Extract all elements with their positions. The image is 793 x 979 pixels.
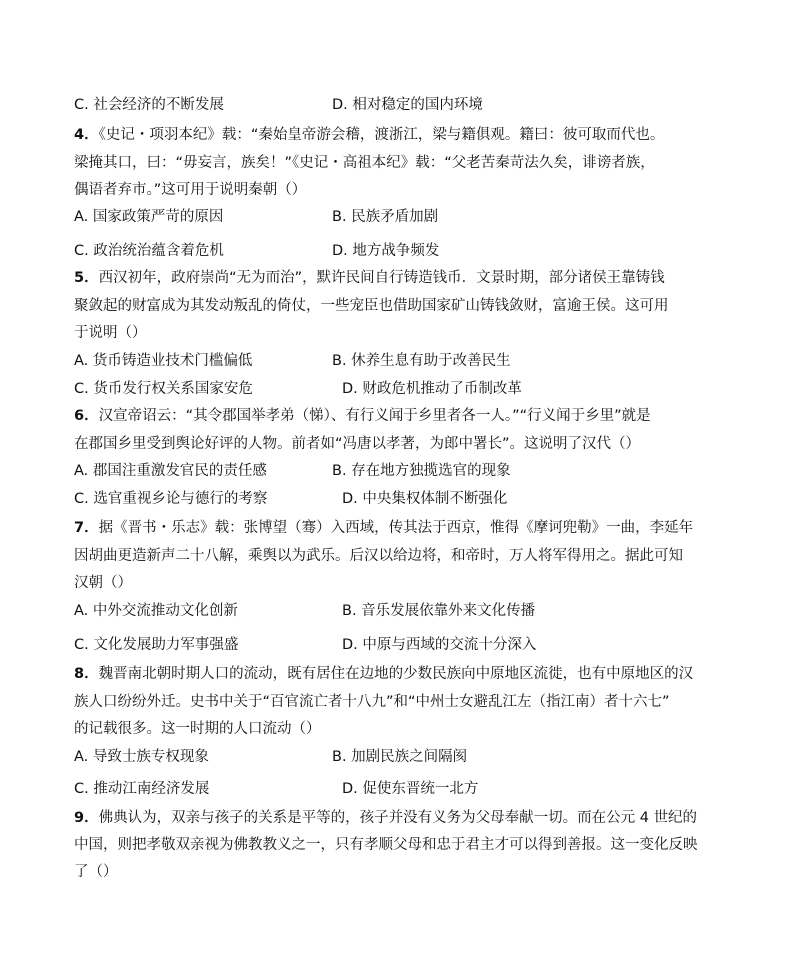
q5-line-3: 于说明（） xyxy=(74,325,147,341)
q9-line-2: 中国，则把孝敬双亲视为佛教教义之一，只有孝顺父母和忠于君主才可以得到善报。这一变化反映 xyxy=(74,837,698,853)
q7-line-2: 因胡曲更造新声二十八解，乘舆以为武乐。后汉以给边将，和帝时，万人将军得用之。据此可知 xyxy=(74,548,683,564)
q7-option-d: D. 中原与西域的交流十分深入 xyxy=(342,637,537,653)
q7-option-b: B. 音乐发展依靠外来文化传播 xyxy=(342,603,536,619)
q5-number: 5． xyxy=(74,270,99,286)
q9-number: 9． xyxy=(74,810,99,826)
q4-option-c: C. 政治统治蕴含着危机 xyxy=(74,243,224,259)
q7-number: 7． xyxy=(74,520,99,536)
prev-option-c: C. 社会经济的不断发展 xyxy=(74,97,224,113)
q6-option-a: A. 郡国注重激发官民的责任感 xyxy=(74,463,267,479)
q6-option-d: D. 中央集权体制不断强化 xyxy=(342,491,508,507)
q4-line-3: 偶语者弃市。”这可用于说明秦朝（） xyxy=(74,182,307,198)
q5-option-b: B. 休养生息有助于改善民生 xyxy=(332,353,511,369)
q4-option-d: D. 地方战争频发 xyxy=(332,243,440,259)
q5-line-2: 聚敛起的财富成为其发动叛乱的倚仗，一些宠臣也借助国家矿山铸钱敛财，富逾王侯。这可用 xyxy=(74,298,669,314)
q8-option-b: B. 加剧民族之间隔阂 xyxy=(332,749,468,765)
q5-option-a: A. 货币铸造业技术门槛偏低 xyxy=(74,353,253,369)
q5-line-1: 5．西汉初年，政府崇尚“无为而治”，默许民间自行铸造钱币．文景时期，部分诸侯王靠铸钱 xyxy=(74,270,665,286)
q8-line-2: 族人口纷纷外迁。史书中关于“百官流亡者十八九”和“中州士女避乱江左（指江南）者十六七” xyxy=(74,694,670,710)
q8-number: 8． xyxy=(74,666,99,682)
q9-line-3: 了（） xyxy=(74,864,118,880)
q7-line-1: 7．据《晋书・乐志》载：张博望（骞）入西域，传其法于西京，惟得《摩诃兜勒》一曲，李延年 xyxy=(74,520,694,536)
q6-line-2: 在郡国乡里受到舆论好评的人物。前者如“冯唐以孝著，为郎中署长”。这说明了汉代（） xyxy=(74,436,641,452)
q5-option-d: D. 财政危机推动了币制改革 xyxy=(342,381,522,397)
q5-option-c: C. 货币发行权关系国家安危 xyxy=(74,381,253,397)
q9-line-1: 9．佛典认为，双亲与孩子的关系是平等的，孩子并没有义务为父母奉献一切。而在公元 4 世纪的 xyxy=(74,810,698,826)
q4-line-1: 4．《史记・项羽本纪》载：“秦始皇帝游会稽，渡浙江，梁与籍俱观。籍曰：彼可取而代也。 xyxy=(74,127,665,143)
q4-option-a: A. 国家政策严苛的原因 xyxy=(74,209,224,225)
q6-line-1: 6．汉宣帝诏云：“其令郡国举孝弟（悌）、有行义闻于乡里者各一人。”“行义闻于乡里”就是 xyxy=(74,408,651,424)
q7-option-a: A. 中外交流推动文化创新 xyxy=(74,603,238,619)
q7-line-3: 汉朝（） xyxy=(74,575,132,591)
q4-number: 4． xyxy=(74,127,99,143)
prev-option-d: D. 相对稳定的国内环境 xyxy=(332,97,483,113)
q4-option-b: B. 民族矛盾加剧 xyxy=(332,209,439,225)
q6-number: 6． xyxy=(74,408,99,424)
q4-line-2: 梁掩其口，曰：“毋妄言，族矣！”《史记・高祖本纪》载：“父老苦秦苛法久矣，诽谤者族， xyxy=(74,155,655,171)
q6-option-b: B. 存在地方独揽选官的现象 xyxy=(332,463,511,479)
q8-option-d: D. 促使东晋统一北方 xyxy=(342,781,479,797)
q8-option-a: A. 导致士族专权现象 xyxy=(74,749,209,765)
q7-option-c: C. 文化发展助力军事强盛 xyxy=(74,637,239,653)
q6-option-c: C. 选官重视乡论与德行的考察 xyxy=(74,491,268,507)
q8-option-c: C. 推动江南经济发展 xyxy=(74,781,210,797)
q8-line-1: 8．魏晋南北朝时期人口的流动，既有居住在边地的少数民族向中原地区流徙，也有中原地区的汉 xyxy=(74,666,694,682)
q8-line-3: 的记载很多。这一时期的人口流动（） xyxy=(74,721,321,737)
